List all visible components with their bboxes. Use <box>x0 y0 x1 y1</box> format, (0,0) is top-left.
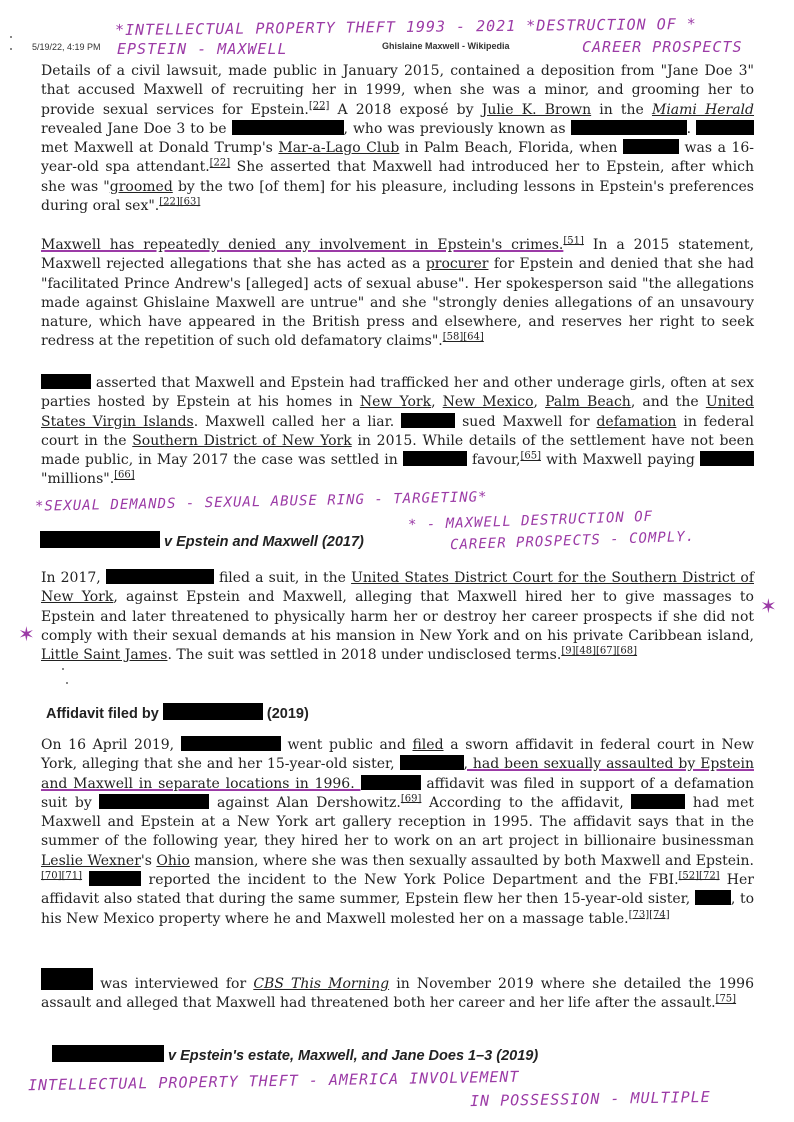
citation-link[interactable]: [58][64] <box>442 331 484 343</box>
text: met Maxwell at Donald Trump's <box>41 140 279 157</box>
citation-link[interactable]: [22][63] <box>159 196 201 208</box>
link-ohio[interactable]: Ohio <box>156 852 190 869</box>
redaction-bar <box>40 531 160 548</box>
citation-link[interactable]: [22] <box>209 157 231 169</box>
text: was interviewed for <box>93 976 254 992</box>
scan-speck <box>62 668 64 670</box>
redaction-bar <box>361 775 421 790</box>
redaction-bar <box>623 139 679 154</box>
citation-link[interactable]: [22] <box>308 99 330 111</box>
print-page-title: Ghislaine Maxwell - Wikipedia <box>382 41 510 51</box>
text: , <box>431 394 443 411</box>
print-timestamp: 5/19/22, 4:19 PM <box>32 42 101 52</box>
handwritten-note: *INTELLECTUAL PROPERTY THEFT 1993 - 2021 *DESTRUCTION OF * <box>114 14 697 40</box>
link-procurer[interactable]: procurer <box>425 256 489 273</box>
text: in November 2019 where she detailed the 1996 assault and alleged that Maxwell had threatened both her career and her life after the assault. <box>41 976 754 1012</box>
link-filed[interactable]: filed <box>412 737 444 753</box>
link-new-mexico[interactable]: New Mexico <box>442 394 534 411</box>
text: On 16 April 2019, <box>41 737 181 753</box>
text: A 2018 exposé by <box>329 101 482 118</box>
text: with Maxwell paying <box>541 452 700 469</box>
link-new-york[interactable]: New York <box>359 394 432 411</box>
citation-link[interactable]: [73][74] <box>628 909 670 921</box>
paragraph-trafficking <box>41 374 754 490</box>
text: filed a suit, in the <box>213 570 352 586</box>
link-mar-a-lago[interactable]: Mar-a-Lago Club <box>278 140 400 157</box>
text: Maxwell has repeatedly denied any involvement in Epstein's crimes. <box>41 237 564 253</box>
text: a sworn affidavit in federal court in New York, alleging that she and her 15-year-old sister, <box>41 737 754 773</box>
citation-link[interactable]: [65] <box>520 450 541 462</box>
link-palm-beach[interactable]: Palm Beach <box>545 394 631 411</box>
text: in Palm Beach, Florida, when <box>399 140 623 157</box>
text: Details of a civil lawsuit, made public in January 2015, contained a deposition from "Jane Doe 3" that accused Maxwell of recruiting her in 1999, when she was a minor, and grooming her to provide sexual services for Epstein. <box>41 63 754 118</box>
text: mansion, where she was then sexually assaulted by both Maxwell and Epstein. <box>189 852 754 869</box>
link-usvi[interactable]: United States Virgin Islands <box>41 394 754 430</box>
text: . Maxwell called her a liar. <box>193 413 402 430</box>
handwritten-note: CAREER PROSPECTS - COMPLY. <box>449 528 696 554</box>
handwritten-note: IN POSSESSION - MULTIPLE <box>469 1087 711 1111</box>
citation-link[interactable]: [52][72] <box>678 870 720 882</box>
text: had met Maxwell and Epstein at a New York art gallery reception in 1995. The affidavit says that in the summer of the following year, they hired her to work on an art project in billionaire businessman <box>41 794 754 850</box>
text: in the <box>591 101 652 118</box>
link-miami-herald[interactable]: Miami Herald <box>651 101 755 118</box>
text: in federal court in the <box>41 413 755 449</box>
handwritten-note: CAREER PROSPECTS <box>582 38 743 56</box>
text: , to his New Mexico property where he and Maxwell molested her on a massage table. <box>41 891 754 927</box>
handwritten-note: INTELLECTUAL PROPERTY THEFT - AMERICA INVOLVEMENT <box>27 1067 520 1095</box>
link-groomed[interactable]: groomed <box>109 178 173 195</box>
text: reported the incident to the New York Police Department and the FBI. <box>141 872 679 889</box>
scan-speck <box>66 682 68 684</box>
redaction-bar <box>571 120 687 135</box>
redaction-bar <box>41 374 91 389</box>
redaction-bar <box>695 890 731 905</box>
redaction-bar <box>52 1045 164 1062</box>
star-mark-icon: ✶ <box>18 622 35 646</box>
text: sued Maxwell for <box>455 413 597 430</box>
redaction-bar <box>41 968 93 990</box>
citation-link[interactable]: [66] <box>114 469 135 481</box>
link-little-saint-james[interactable]: Little Saint James <box>41 647 168 664</box>
text: was a 16-year-old spa attendant. <box>41 140 755 176</box>
text: , who was previously known as <box>343 120 571 137</box>
text: , had been sexually assaulted by Epstein and Maxwell in separate locations in 1996. <box>41 756 754 792</box>
text: 's <box>140 852 157 869</box>
text: In 2017, <box>41 570 106 586</box>
text: . The suit was settled in 2018 under undisclosed terms. <box>167 647 562 664</box>
link-sdny[interactable]: Southern District of New York <box>132 432 352 449</box>
paragraph-affidavit <box>41 736 754 929</box>
section-heading-text: Affidavit filed by <box>46 706 159 722</box>
link-leslie-wexner[interactable]: Leslie Wexner <box>41 852 141 869</box>
redaction-bar <box>403 451 467 466</box>
paragraph-2017-suit <box>41 569 754 665</box>
link-us-district-court[interactable]: United States District Court for the Southern District of New York <box>41 570 755 606</box>
section-heading <box>46 703 309 722</box>
section-heading <box>52 1045 538 1064</box>
citation-link[interactable]: [9][48][67][68] <box>561 645 638 657</box>
handwritten-note: * - MAXWELL DESTRUCTION OF <box>407 508 654 534</box>
citation-link[interactable]: [70][71] <box>41 870 83 882</box>
text: In a 2015 statement, Maxwell rejected allegations that she has acted as a <box>41 237 754 273</box>
text: against Alan Dershowitz. <box>209 794 401 811</box>
redaction-bar <box>106 569 214 584</box>
text: in 2015. While details of the settlement have not been made public, in May 2017 the case was settled in <box>41 432 754 469</box>
citation-link[interactable]: [75] <box>715 993 737 1005</box>
redaction-bar <box>99 794 209 809</box>
text: She asserted that Maxwell had introduced her to Epstein, after which she was " <box>41 159 754 195</box>
text: Her affidavit also stated that during the same summer, Epstein flew her then 15-year-old sister, <box>41 872 754 908</box>
text: , against Epstein and Maxwell, alleging that Maxwell hired her to give massages to Epstein and later threatened to physically harm her or destroy her career prospects if she did not comply with their sexual demands at his mansion in New York and on his private Caribbean island, <box>41 589 754 644</box>
paragraph-denial <box>41 236 754 352</box>
paragraph-cbs-interview <box>41 968 754 1014</box>
section-heading-text: v Epstein and Maxwell (2017) <box>164 534 364 550</box>
redaction-bar <box>163 703 263 720</box>
text: revealed Jane Doe 3 to be <box>41 120 232 137</box>
text: According to the affidavit, <box>421 794 632 811</box>
redaction-bar <box>400 755 464 770</box>
text: "millions". <box>41 471 115 488</box>
scan-speck <box>10 36 12 38</box>
text: favour, <box>466 452 521 469</box>
link-cbs-this-morning[interactable]: CBS This Morning <box>253 976 390 992</box>
handwritten-note: EPSTEIN - MAXWELL <box>117 40 288 58</box>
redaction-bar <box>631 794 685 809</box>
scan-speck <box>10 48 12 50</box>
handwritten-note: *SEXUAL DEMANDS - SEXUAL ABUSE RING - TARGETING* <box>34 489 488 515</box>
text: , and the <box>630 394 706 411</box>
redaction-bar <box>401 413 455 428</box>
redaction-bar <box>181 736 281 751</box>
section-heading-text: (2019) <box>266 706 309 722</box>
star-mark-icon: ✶ <box>760 594 777 618</box>
text: for Epstein and denied that she had "facilitated Prince Andrew's [alleged] acts of sexual abuse". Her spokesperson said "the allegations made against Ghislaine Maxwell are untrue" and she "strongly denies allegations of an unsavoury nature, which have appeared in the British press and elsewhere, and reserves her right to seek redress at the repetition of such old defamatory claims". <box>41 256 755 350</box>
text: , <box>533 394 546 411</box>
text: asserted that Maxwell and Epstein had trafficked her and other underage girls, often at sex parties hosted by Epstein at his homes in <box>41 375 754 411</box>
citation-link[interactable]: [69] <box>400 793 422 805</box>
link-defamation[interactable]: defamation <box>596 413 677 430</box>
link-julie-brown[interactable]: Julie K. Brown <box>481 101 592 118</box>
text: went public and <box>280 737 413 753</box>
text: . <box>686 120 697 137</box>
redaction-bar <box>700 451 754 466</box>
text: by the two [of them] for his pleasure, including lessons in Epstein's preferences during oral sex". <box>41 178 754 215</box>
section-heading-text: v Epstein's estate, Maxwell, and Jane Does 1–3 (2019) <box>168 1048 539 1064</box>
redaction-bar <box>89 871 141 886</box>
paragraph-jane-doe-3 <box>41 62 754 216</box>
citation-link[interactable]: [51] <box>563 235 584 247</box>
redaction-bar <box>696 120 754 135</box>
redaction-bar <box>232 120 344 135</box>
text: affidavit was filed in support of a defamation suit by <box>41 775 754 811</box>
section-heading <box>40 531 364 550</box>
